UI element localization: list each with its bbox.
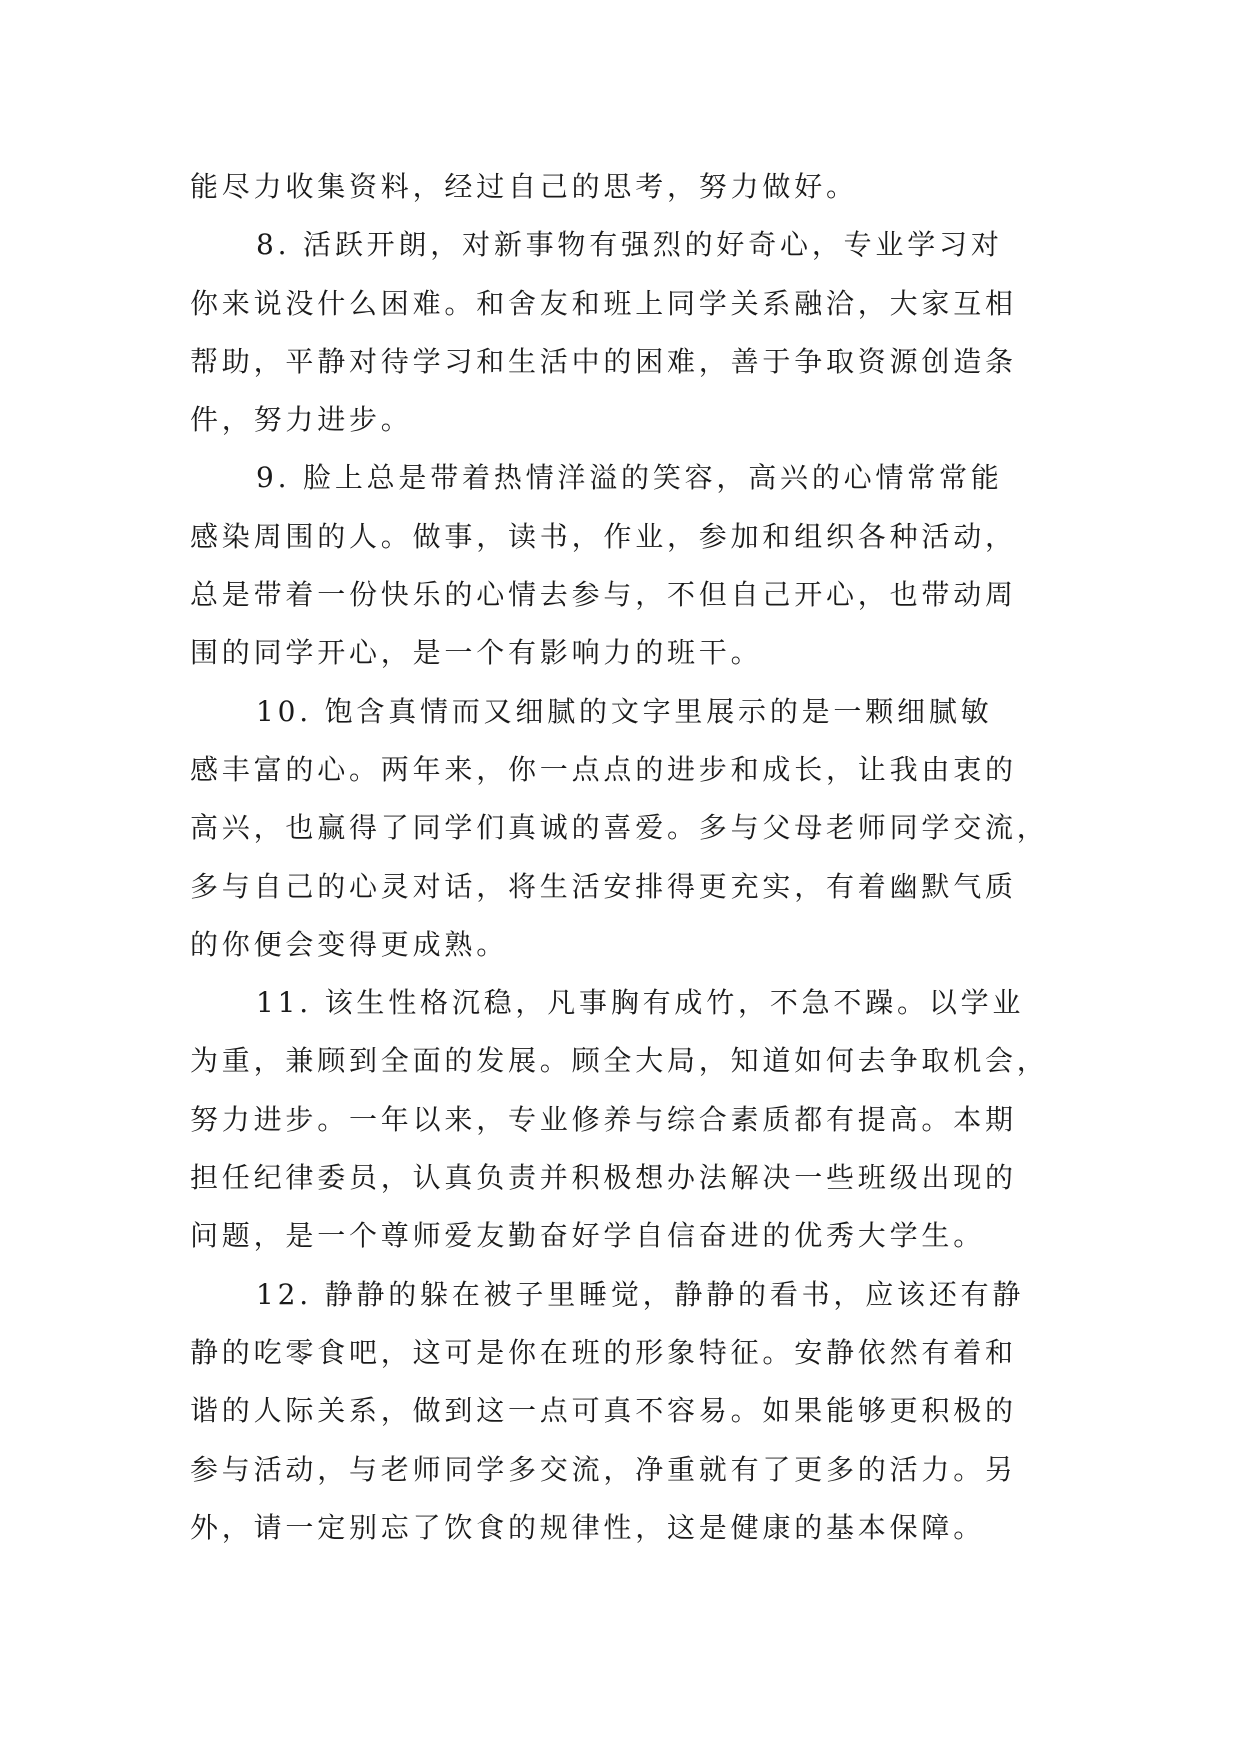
text-line: 件，努力进步。: [190, 403, 413, 437]
text-line: 静的吃零食吧，这可是你在班的形象特征。安静依然有着和: [190, 1335, 1017, 1369]
text-line: 努力进步。一年以来，专业修养与综合素质都有提高。本期: [190, 1102, 1017, 1136]
text-line: 为重，兼顾到全面的发展。顾全大局，知道如何去争取机会，: [190, 1044, 1049, 1078]
text-line: 外，请一定别忘了饮食的规律性，这是健康的基本保障。: [190, 1510, 986, 1544]
text-line: 担任纪律委员，认真负责并积极想办法解决一些班级出现的: [190, 1161, 1017, 1195]
text-line: 的你便会变得更成熟。: [190, 927, 509, 961]
text-line: 感丰富的心。两年来，你一点点的进步和成长，让我由衷的: [190, 752, 1017, 786]
paragraph-first-line: 11. 该生性格沉稳，凡事胸有成竹，不急不躁。以学业: [256, 986, 1025, 1020]
text-line: 参与活动，与老师同学多交流，净重就有了更多的活力。另: [190, 1452, 1017, 1486]
text-line: 多与自己的心灵对话，将生活安排得更充实，有着幽默气质: [190, 869, 1017, 903]
text-line: 能尽力收集资料，经过自己的思考，努力做好。: [190, 170, 858, 203]
paragraph-first-line: 8. 活跃开朗，对新事物有强烈的好奇心，专业学习对: [256, 228, 1003, 262]
text-line: 帮助，平静对待学习和生活中的困难，善于争取资源创造条: [190, 344, 1017, 378]
text-line: 谐的人际关系，做到这一点可真不容易。如果能够更积极的: [190, 1394, 1017, 1428]
text-line: 高兴，也赢得了同学们真诚的喜爱。多与父母老师同学交流，: [190, 811, 1049, 845]
text-line: 围的同学开心，是一个有影响力的班干。: [190, 636, 763, 670]
paragraph-first-line: 12. 静静的躲在被子里睡觉，静静的看书，应该还有静: [256, 1277, 1025, 1311]
text-line: 问题，是一个尊师爱友勤奋好学自信奋进的优秀大学生。: [190, 1219, 986, 1253]
text-line: 你来说没什么困难。和舍友和班上同学关系融洽，大家互相: [190, 286, 1017, 320]
text-line: 总是带着一份快乐的心情去参与，不但自己开心，也带动周: [190, 578, 1017, 612]
paragraph-first-line: 10. 饱含真情而又细腻的文字里展示的是一颗细腻敏: [256, 694, 993, 728]
text-line: 感染周围的人。做事，读书，作业，参加和组织各种活动，: [190, 519, 1017, 553]
document-body: [190, 158, 1060, 1557]
paragraph-first-line: 9. 脸上总是带着热情洋溢的笑容，高兴的心情常常能: [256, 461, 1003, 495]
